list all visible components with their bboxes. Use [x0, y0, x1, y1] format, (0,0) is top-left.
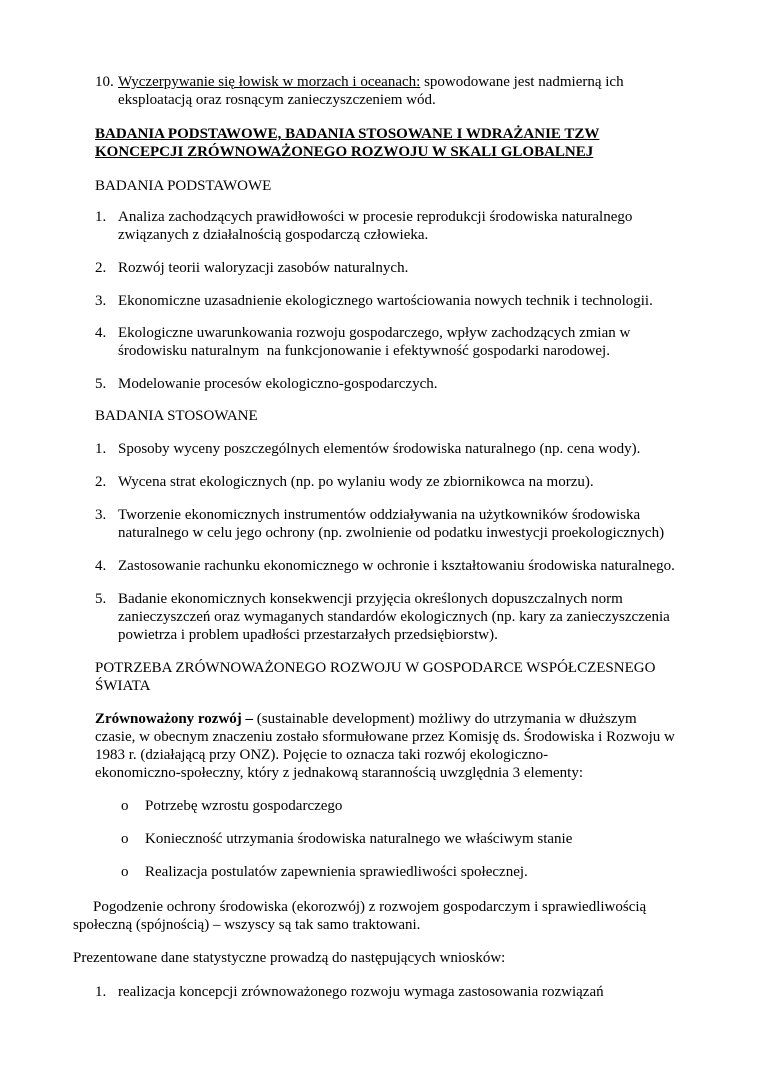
- list-item-text: realizacja koncepcji zrównoważonego rozwoju wymaga zastosowania rozwiązań: [118, 984, 604, 1000]
- list-item-text: Tworzenie ekonomicznych instrumentów oddziaływania na użytkowników środowiska: [118, 507, 641, 523]
- basic-research-title: BADANIA PODSTAWOWE: [95, 178, 272, 194]
- item-10-rest: spowodowane jest nadmierną ich: [420, 74, 624, 90]
- definition-line-1: [95, 710, 637, 728]
- list-item-text: zanieczyszczeń oraz wymaganych standardów ekologicznych (np. kary za zanieczyszczenia: [118, 609, 670, 625]
- bullet-item: Konieczność utrzymania środowiska naturalnego we właściwym stanie: [145, 831, 573, 847]
- applied-research-title: BADANIA STOSOWANE: [95, 408, 258, 424]
- bullet-marker: o: [121, 798, 129, 814]
- bullet-item: Potrzebę wzrostu gospodarczego: [145, 798, 343, 814]
- list-item-number: 4.: [95, 558, 107, 574]
- list-item-text: Rozwój teorii waloryzacji zasobów naturalnych.: [118, 260, 409, 276]
- list-item-number: 4.: [95, 325, 107, 341]
- list-item-number: 1.: [95, 441, 107, 457]
- section-heading-line-2: KONCEPCJI ZRÓWNOWAŻONEGO ROZWOJU W SKALI GLOBALNEJ: [95, 144, 594, 160]
- item-10-line-1: [118, 73, 624, 91]
- list-item-text: Badanie ekonomicznych konsekwencji przyjęcia określonych dopuszczalnych norm: [118, 591, 623, 607]
- bullet-marker: o: [121, 864, 129, 880]
- definition-line-4: ekonomiczno-społeczny, który z jednakową starannością uwzględnia 3 elementy:: [95, 765, 584, 781]
- list-item-text: Ekonomiczne uzasadnienie ekologicznego wartościowania nowych technik i technologii.: [118, 293, 653, 309]
- list-item-number: 5.: [95, 591, 107, 607]
- need-title-line-1: POTRZEBA ZRÓWNOWAŻONEGO ROZWOJU W GOSPODARCE WSPÓŁCZESNEGO: [95, 660, 656, 676]
- definition-rest: (sustainable development) możliwy do utrzymania w dłuższym: [253, 711, 637, 727]
- item-number: 10.: [95, 74, 114, 90]
- list-item-text: związanych z działalnością gospodarczą człowieka.: [118, 227, 429, 243]
- list-item-text: Ekologiczne uwarunkowania rozwoju gospodarczego, wpływ zachodzących zmian w: [118, 325, 631, 341]
- list-item-text: Zastosowanie rachunku ekonomicznego w ochronie i kształtowaniu środowiska naturalnego.: [118, 558, 675, 574]
- list-item-number: 3.: [95, 293, 107, 309]
- list-item-text: środowisku naturalnym na funkcjonowanie i efektywność gospodarki narodowej.: [118, 343, 610, 359]
- conclusions-intro: Prezentowane dane statystyczne prowadzą do następujących wniosków:: [73, 950, 506, 966]
- list-item-text: powietrza i problem upadłości przestarzałych przedsiębiorstw).: [118, 627, 498, 643]
- list-item-text: Sposoby wyceny poszczególnych elementów środowiska naturalnego (np. cena wody).: [118, 441, 641, 457]
- list-item-text: Analiza zachodzących prawidłowości w procesie reprodukcji środowiska naturalnego: [118, 209, 633, 225]
- bullet-item: Realizacja postulatów zapewnienia sprawiedliwości społecznej.: [145, 864, 528, 880]
- definition-line-3: 1983 r. (działającą przy ONZ). Pojęcie to oznacza taki rozwój ekologiczno-: [95, 747, 549, 763]
- list-item-text: Wycena strat ekologicznych (np. po wylaniu wody ze zbiornikowca na morzu).: [118, 474, 594, 490]
- list-item-number: 1.: [95, 984, 107, 1000]
- list-item-number: 2.: [95, 474, 107, 490]
- list-item-number: 1.: [95, 209, 107, 225]
- need-title-line-2: ŚWIATA: [95, 678, 151, 694]
- list-item-number: 2.: [95, 260, 107, 276]
- list-item-text: naturalnego w celu jego ochrony (np. zwolnienie od podatku inwestycji proekologicznych): [118, 525, 665, 541]
- bullet-marker: o: [121, 831, 129, 847]
- reconcile-line-1: Pogodzenie ochrony środowiska (ekorozwój) z rozwojem gospodarczym i sprawiedliwością: [93, 899, 647, 915]
- list-item-number: 3.: [95, 507, 107, 523]
- definition-term: Zrównoważony rozwój –: [95, 711, 254, 727]
- item-10-title: Wyczerpywanie się łowisk w morzach i oceanach:: [118, 74, 421, 90]
- reconcile-line-2: społeczną (spójnością) – wszyscy są tak samo traktowani.: [73, 917, 421, 933]
- list-item-number: 5.: [95, 376, 107, 392]
- item-10-line-2: eksploatacją oraz rosnącym zanieczyszczeniem wód.: [118, 92, 436, 108]
- list-item-text: Modelowanie procesów ekologiczno-gospodarczych.: [118, 376, 438, 392]
- section-heading-line-1: BADANIA PODSTAWOWE, BADANIA STOSOWANE I WDRAŻANIE TZW: [95, 126, 600, 142]
- definition-line-2: czasie, w obecnym znaczeniu zostało sformułowane przez Komisję ds. Środowiska i Rozwoju w: [95, 729, 675, 745]
